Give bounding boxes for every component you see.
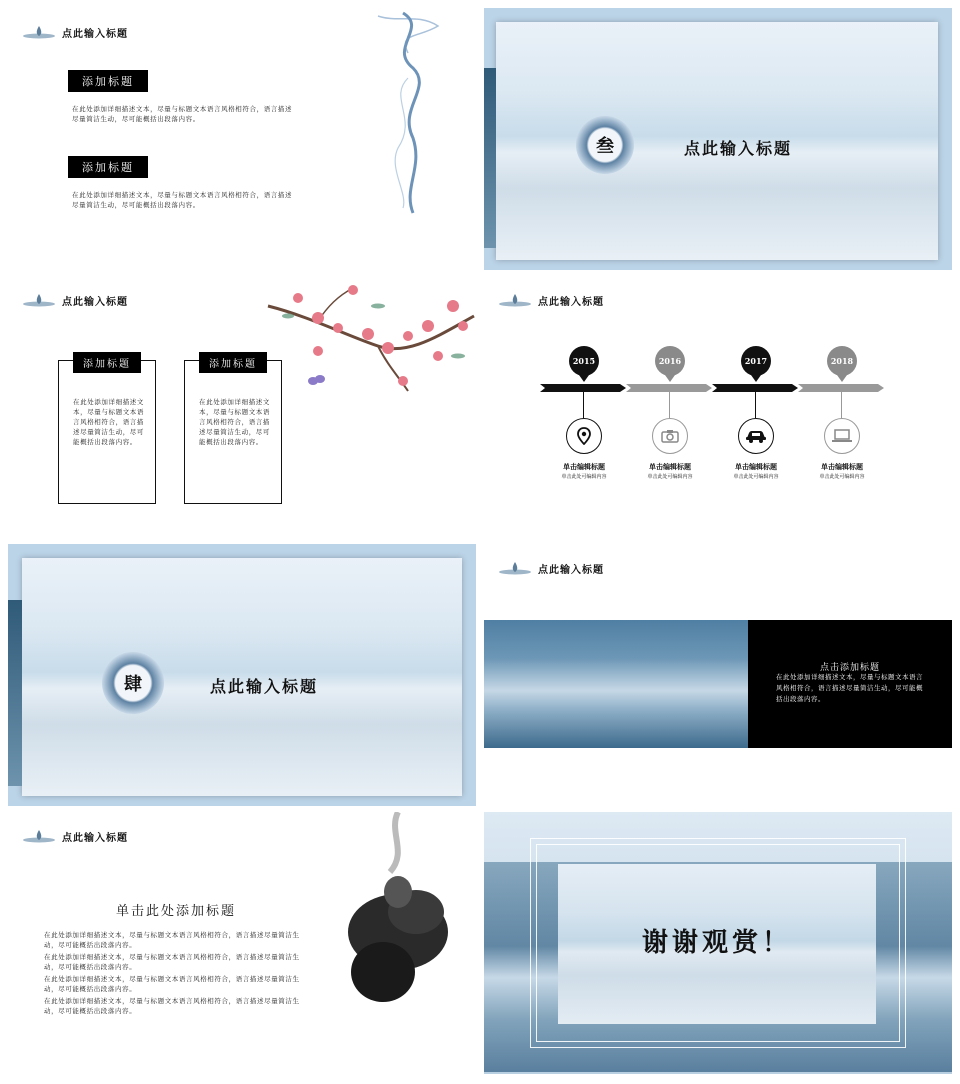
lotus-logo-icon bbox=[22, 828, 56, 844]
badge-glyph: 肆 bbox=[124, 674, 142, 695]
badge-circle bbox=[576, 116, 634, 174]
slide-header bbox=[22, 290, 128, 310]
box-tag-2: 添加标题 bbox=[199, 352, 267, 373]
car-icon bbox=[745, 429, 767, 443]
ink-smoke-illustration bbox=[328, 812, 458, 1022]
section-title[interactable]: 点此输入标题 bbox=[210, 677, 319, 696]
timeline-year-3[interactable]: 2017 bbox=[741, 346, 771, 376]
slide-header bbox=[498, 558, 604, 578]
box-text-2: 在此处添加详细描述文本，尽量与标题文本语言风格相符合，语言描述尽量简洁生动，尽可能概括出段落内容。 bbox=[199, 398, 270, 446]
slide-1[interactable] bbox=[8, 8, 476, 270]
paragraph-2: 在此处添加详细描述文本，尽量与标题文本语言风格相符合，语言描述尽量简洁生动，尽可能概括出段落内容。 bbox=[44, 953, 300, 971]
lotus-logo-icon bbox=[22, 24, 56, 40]
timeline-connector bbox=[841, 390, 842, 418]
timeline-sub-2: 单击此处可编辑内容 bbox=[647, 474, 693, 480]
paragraph-3: 在此处添加详细描述文本，尽量与标题文本语言风格相符合，语言描述尽量简洁生动，尽可能概括出段落内容。 bbox=[44, 975, 300, 993]
slide-6[interactable] bbox=[484, 544, 952, 806]
box-text-1: 在此处添加详细描述文本，尽量与标题文本语言风格相符合，语言描述尽量简洁生动，尽可能概括出段落内容。 bbox=[73, 398, 144, 446]
slide-2[interactable] bbox=[484, 8, 952, 270]
body-text-1: 在此处添加详细描述文本，尽量与标题文本语言风格相符合，语言描述尽量简洁生动，尽可能概括出段落内容。 bbox=[72, 105, 293, 123]
thanks-text[interactable]: 谢谢观赏！ bbox=[641, 928, 792, 958]
paragraph-4: 在此处添加详细描述文本，尽量与标题文本语言风格相符合，语言描述尽量简洁生动，尽可能概括出段落内容。 bbox=[44, 997, 300, 1015]
slide-4[interactable] bbox=[484, 276, 952, 538]
timeline-connector bbox=[583, 390, 584, 418]
location-pin-icon bbox=[576, 427, 592, 445]
slide-header bbox=[22, 22, 128, 42]
forest-edge bbox=[484, 68, 496, 248]
slide-header bbox=[22, 826, 128, 846]
panel-title: 点击添加标题 bbox=[819, 663, 880, 673]
section-tag-1[interactable]: 添加标题 bbox=[68, 70, 148, 92]
blue-smoke-illustration bbox=[358, 8, 453, 218]
slide-7[interactable] bbox=[8, 812, 476, 1074]
timeline-label-2: 单击编辑标题 bbox=[649, 462, 691, 471]
lotus-logo-icon bbox=[498, 292, 532, 308]
header-title: 点此输入标题 bbox=[62, 832, 128, 844]
box-tag-1: 添加标题 bbox=[73, 352, 141, 373]
header-title: 点此输入标题 bbox=[538, 296, 604, 308]
slide-5[interactable] bbox=[8, 544, 476, 806]
lotus-logo-icon bbox=[498, 560, 532, 576]
section-title[interactable]: 点此输入标题 bbox=[684, 139, 793, 158]
timeline-label-3: 单击编辑标题 bbox=[735, 462, 777, 471]
content-title[interactable]: 单击此处添加标题 bbox=[115, 904, 236, 919]
timeline-connector bbox=[669, 390, 670, 418]
slide-3[interactable] bbox=[8, 276, 476, 538]
panel-text: 在此处添加详细描述文本，尽量与标题文本语言风格相符合，语言描述尽量简洁生动，尽可能概括出段落内容。 bbox=[776, 673, 923, 703]
slide-header bbox=[498, 290, 604, 310]
text-box-1[interactable] bbox=[58, 360, 156, 504]
timeline-year-1[interactable]: 2015 bbox=[569, 346, 599, 376]
timeline-year-2[interactable]: 2016 bbox=[655, 346, 685, 376]
timeline-icon-circle-4[interactable] bbox=[824, 418, 860, 454]
forest-edge bbox=[8, 600, 22, 786]
timeline-connector bbox=[755, 390, 756, 418]
lake-photo bbox=[484, 620, 748, 748]
timeline-icon-circle-2[interactable] bbox=[652, 418, 688, 454]
timeline-icon-circle-1[interactable] bbox=[566, 418, 602, 454]
black-text-panel[interactable] bbox=[748, 620, 952, 748]
header-title: 点此输入标题 bbox=[538, 564, 604, 576]
lotus-logo-icon bbox=[22, 292, 56, 308]
timeline-icon-circle-3[interactable] bbox=[738, 418, 774, 454]
body-text-2: 在此处添加详细描述文本，尽量与标题文本语言风格相符合，语言描述尽量简洁生动，尽可能概括出段落内容。 bbox=[72, 191, 293, 209]
timeline-bar bbox=[540, 382, 886, 394]
timeline-label-4: 单击编辑标题 bbox=[821, 462, 863, 471]
timeline-sub-3: 单击此处可编辑内容 bbox=[733, 474, 779, 480]
timeline-label-1: 单击编辑标题 bbox=[563, 462, 605, 471]
timeline-sub-4: 单击此处可编辑内容 bbox=[819, 474, 865, 480]
slide-8[interactable] bbox=[484, 812, 952, 1074]
header-title: 点此输入标题 bbox=[62, 296, 128, 308]
timeline-sub-1: 单击此处可编辑内容 bbox=[561, 474, 607, 480]
paragraph-1: 在此处添加详细描述文本，尽量与标题文本语言风格相符合，语言描述尽量简洁生动，尽可能概括出段落内容。 bbox=[44, 931, 300, 949]
badge-circle bbox=[102, 652, 164, 714]
header-title: 点此输入标题 bbox=[62, 28, 128, 40]
camera-icon bbox=[661, 429, 679, 443]
timeline-year-4[interactable]: 2018 bbox=[827, 346, 857, 376]
laptop-icon bbox=[832, 429, 852, 443]
badge-glyph: 叁 bbox=[596, 136, 614, 157]
plum-blossom-branch-illustration bbox=[258, 276, 476, 416]
section-tag-2[interactable]: 添加标题 bbox=[68, 156, 148, 178]
